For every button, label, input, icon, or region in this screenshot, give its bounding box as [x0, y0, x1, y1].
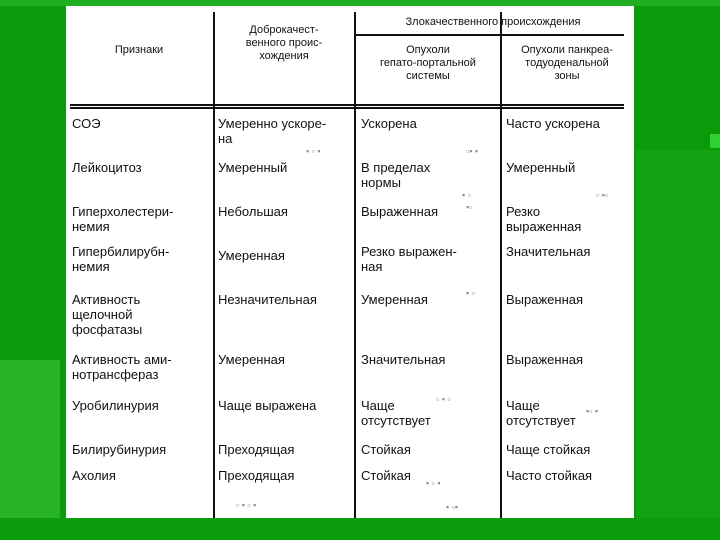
scan-artifact: ▫ ▪ ▫ ▪	[236, 500, 257, 510]
row-pancreato-value: Выраженная	[506, 292, 584, 307]
row-pancreato-value: Чаще отсутствует	[506, 398, 576, 428]
row-sign: Билирубинурия	[72, 442, 167, 457]
row-sign: Активность щелочной фосфатазы	[72, 292, 143, 337]
header-rule	[70, 104, 624, 106]
background-edge-mark	[710, 134, 720, 148]
scan-artifact: ▫ ▪▫	[596, 190, 609, 200]
scan-artifact: ▪ ▫▪	[446, 502, 459, 512]
row-benign-value: Умеренно ускоре- на	[218, 116, 327, 146]
row-hepato-value: Умеренная	[361, 292, 428, 307]
header-malignant-group: Злокачественного происхождения	[405, 16, 581, 28]
row-hepato-value: Стойкая	[361, 468, 411, 483]
header-benign: Доброкачест- венного проис- хождения	[245, 24, 323, 62]
row-pancreato-value: Часто стойкая	[506, 468, 593, 483]
background-bottom-band	[0, 518, 720, 540]
scan-artifact: ▪▫ ▪	[586, 406, 599, 416]
scanned-table	[66, 6, 634, 518]
column-divider	[500, 12, 502, 518]
row-hepato-value: Чаще отсутствует	[361, 398, 431, 428]
scan-artifact: ▪▫	[466, 202, 473, 212]
row-hepato-value: В пределах нормы	[361, 160, 431, 190]
row-benign-value: Незначительная	[218, 292, 317, 307]
row-hepato-value: Выраженная	[361, 204, 439, 219]
scan-artifact: ▪ ▫ ▪	[306, 146, 321, 156]
row-sign: Уробилинурия	[72, 398, 159, 413]
scan-artifact: ▫▪ ▪	[466, 146, 479, 156]
row-benign-value: Умеренная	[218, 352, 285, 367]
background-right-stripe	[636, 150, 720, 540]
row-pancreato-value: Значительная	[506, 244, 591, 259]
row-benign-value: Чаще выражена	[218, 398, 317, 413]
row-benign-value: Преходящая	[218, 468, 295, 483]
row-pancreato-value: Чаще стойкая	[506, 442, 591, 457]
scan-artifact: ▪ ▫	[462, 190, 471, 200]
header-signs: Признаки	[114, 44, 164, 56]
header-pancreatoduodenal: Опухоли панкреа- тодуоденальной зоны	[521, 44, 613, 82]
row-hepato-value: Резко выражен- ная	[361, 244, 457, 274]
row-benign-value: Умеренная	[218, 248, 285, 263]
row-sign: Гипербилирубн- немия	[72, 244, 170, 274]
row-benign-value: Умеренный	[218, 160, 288, 175]
row-sign: Лейкоцитоз	[72, 160, 142, 175]
row-hepato-value: Значительная	[361, 352, 446, 367]
header-hepato-portal: Опухоли гепато-портальной системы	[380, 44, 476, 82]
scan-artifact: ▪ ▫ ▪	[426, 478, 441, 488]
row-benign-value: Небольшая	[218, 204, 288, 219]
scan-artifact: ▫ ▪ ▫	[436, 394, 451, 404]
column-divider	[354, 12, 356, 518]
header-rule-double	[70, 107, 624, 109]
row-sign: Ахолия	[72, 468, 116, 483]
group-header-rule	[356, 34, 624, 36]
background-left-stripe	[0, 360, 60, 540]
row-pancreato-value: Резко выраженная	[506, 204, 582, 234]
row-pancreato-value: Выраженная	[506, 352, 584, 367]
row-hepato-value: Ускорена	[361, 116, 417, 131]
row-sign: Гиперхолестери- немия	[72, 204, 174, 234]
row-hepato-value: Стойкая	[361, 442, 411, 457]
row-pancreato-value: Часто ускорена	[506, 116, 600, 131]
scan-artifact: ▪ ▫	[466, 288, 475, 298]
row-benign-value: Преходящая	[218, 442, 295, 457]
row-pancreato-value: Умеренный	[506, 160, 576, 175]
row-sign: Активность ами- нотрансфераз	[72, 352, 172, 382]
column-divider	[213, 12, 215, 518]
row-sign: СОЭ	[72, 116, 101, 131]
